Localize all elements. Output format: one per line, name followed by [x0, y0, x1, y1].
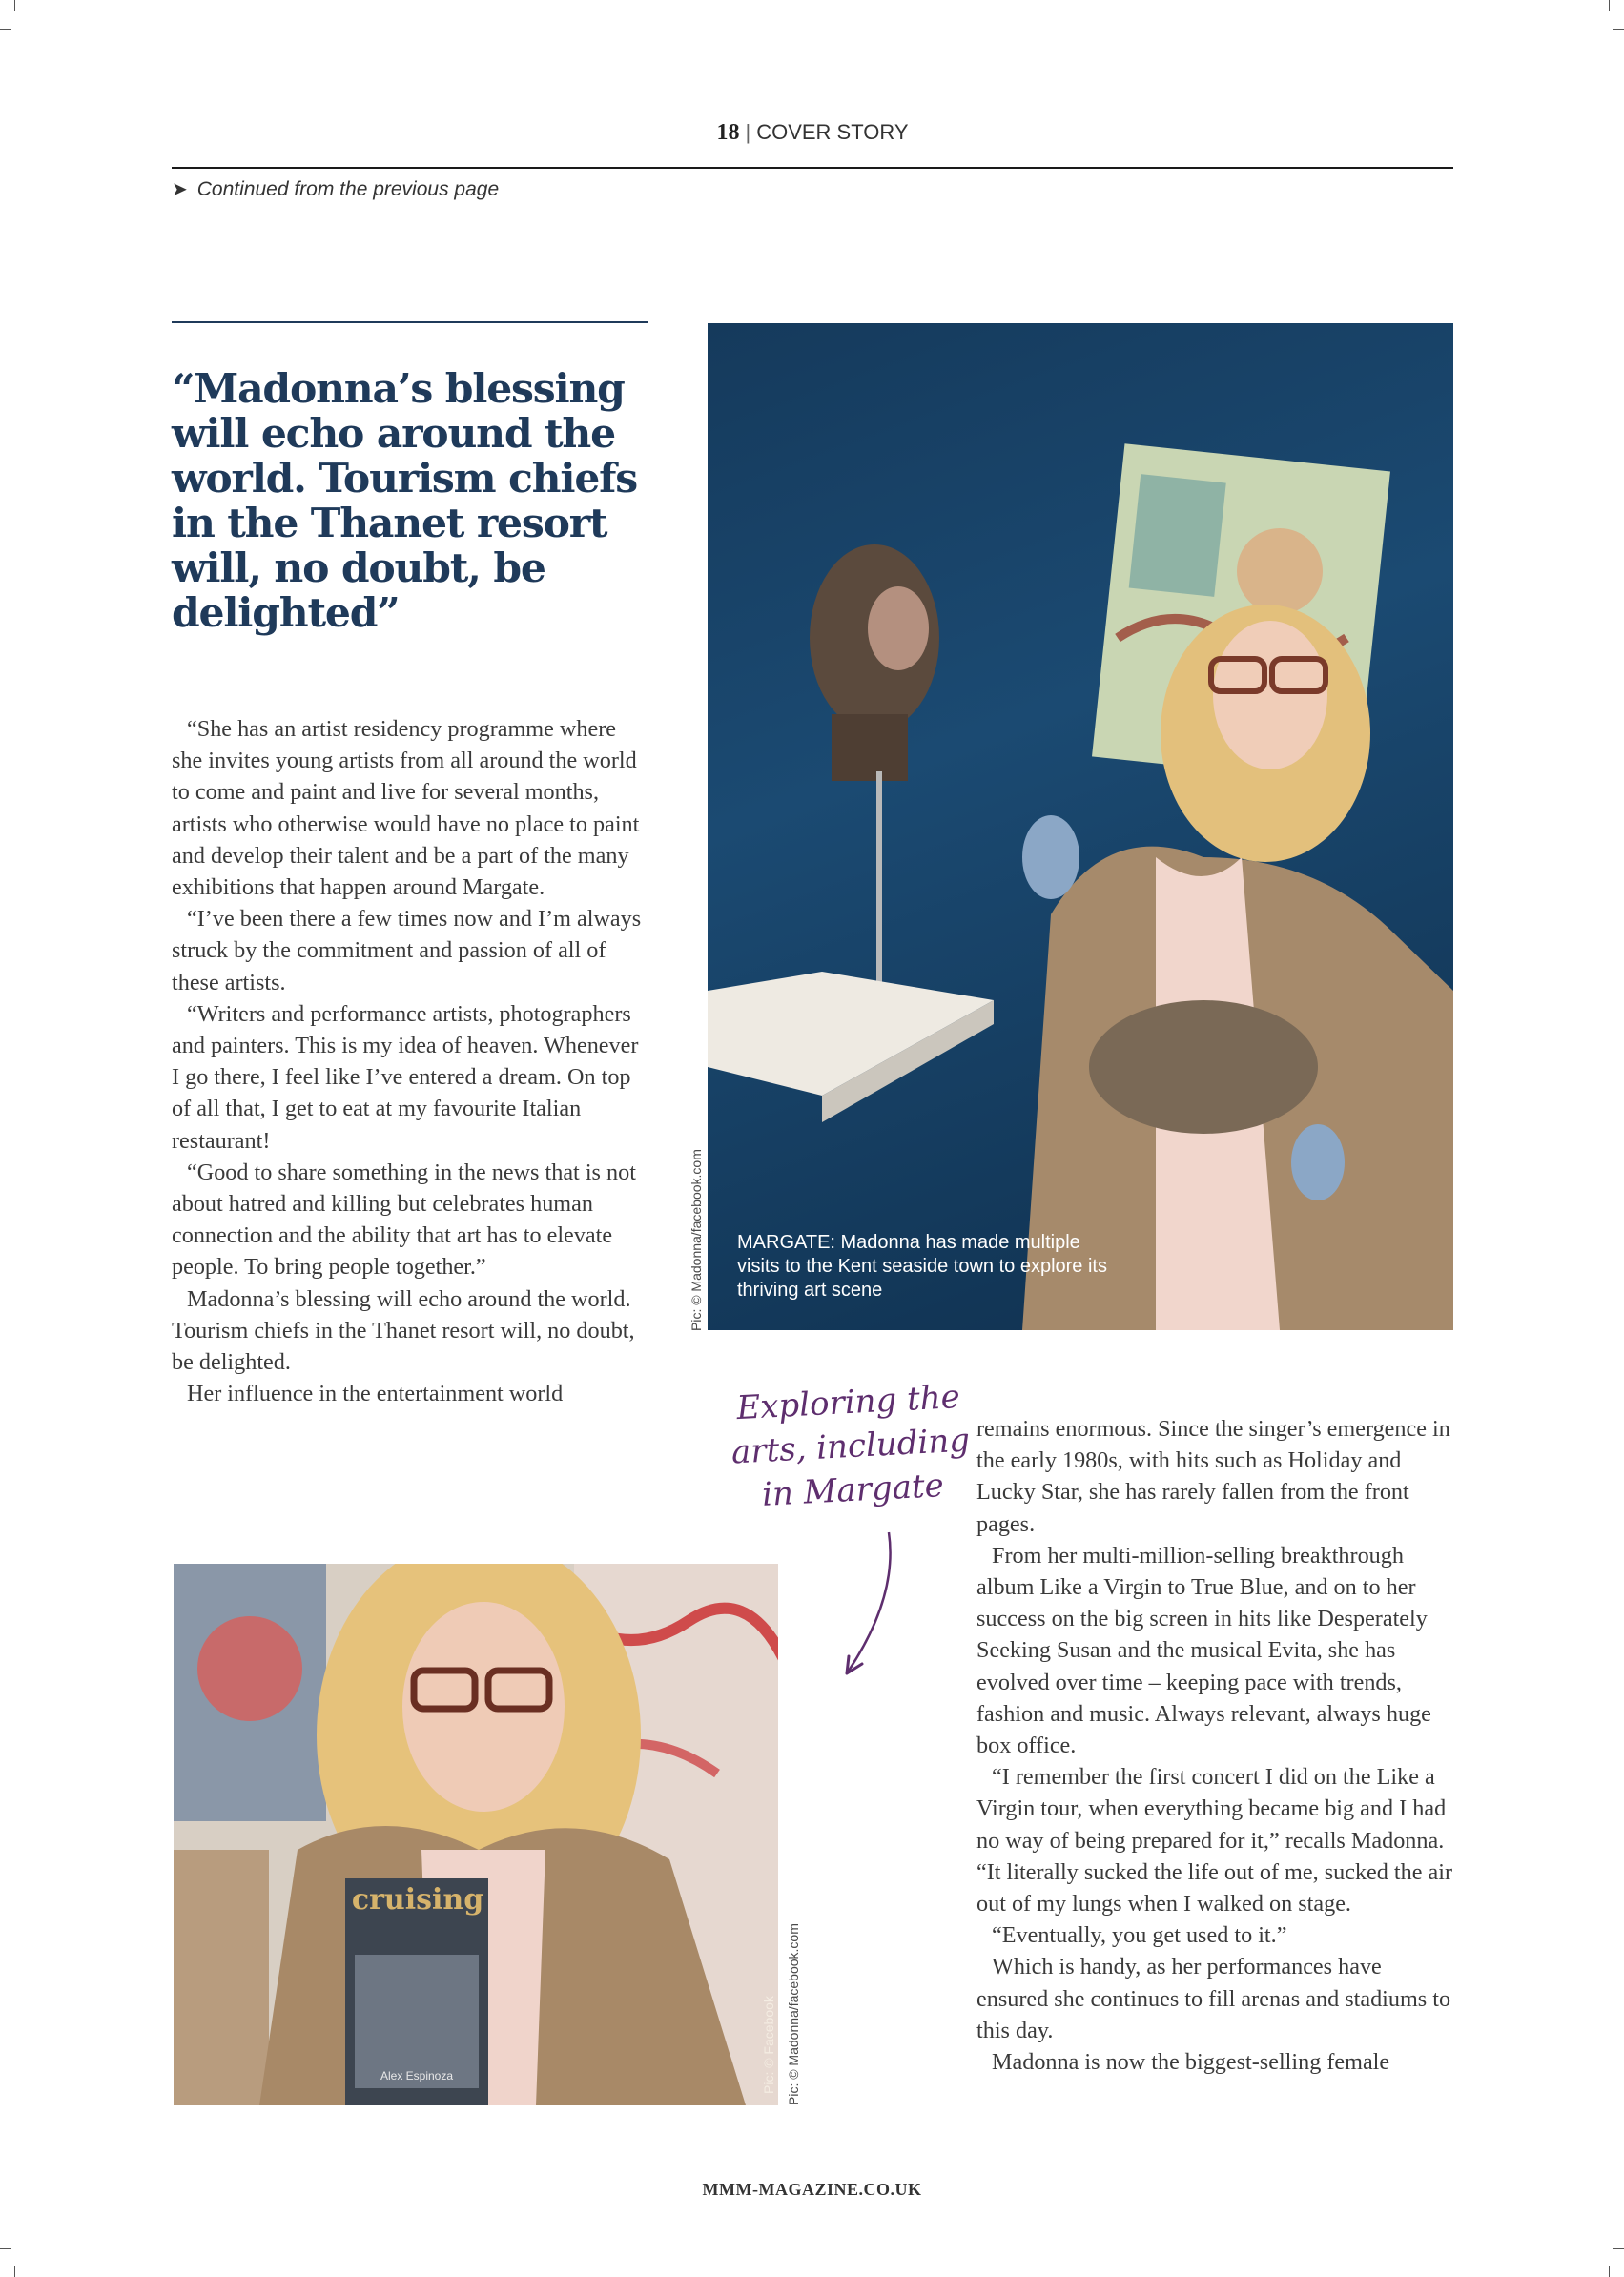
book-title: cruising — [351, 1883, 484, 1917]
paragraph: “She has an artist residency programme where she invites young artists from all around the world to come and paint and live for several months, artists who otherwise would have no place to paint and develop their talent and be a part of the many exhibitions that happen around Margate. — [172, 716, 640, 901]
gallery-photo-illustration — [708, 323, 1453, 1330]
paragraph: “Good to share something in the news that is not about hatred and killing but celebrates human connection and the ability that art has to elevate people. To bring people together.” — [172, 1159, 636, 1281]
photo-caption: MARGATE: Madonna has made multiple visits to the Kent seaside town to explore its thriving art scene — [737, 1232, 1107, 1301]
crop-mark — [14, 0, 15, 11]
paragraph: “Eventually, you get used to it.” — [992, 1922, 1287, 1949]
curved-arrow-icon — [839, 1530, 915, 1683]
header-separator: | — [745, 120, 751, 144]
paragraph: Madonna’s blessing will echo around the world. Tourism chiefs in the Thanet resort will, no doubt, be delighted. — [172, 1285, 635, 1376]
crop-mark — [0, 29, 11, 30]
crop-mark — [1609, 0, 1610, 11]
footer-url: MMM-MAGAZINE.CO.UK — [702, 2180, 922, 2199]
paragraph: Madonna is now the biggest-selling female — [992, 2049, 1390, 2076]
photo-credit: Pic: © Madonna/facebook.com — [689, 1149, 704, 1331]
body-column-right — [976, 1413, 1453, 2078]
paragraph: Which is handy, as her performances have ensured she continues to fill arenas and stadiums to this day. — [976, 1954, 1451, 2043]
paragraph: “I’ve been there a few times now and I’m always struck by the commitment and passion of all of these artists. — [172, 906, 642, 995]
book-photo-illustration — [174, 1564, 778, 2105]
book-author: Alex Espinoza — [380, 2069, 454, 2082]
hand-note-line: Exploring the — [735, 1377, 961, 1428]
crop-mark — [1613, 2248, 1624, 2249]
hand-note-line: in Margate — [761, 1466, 945, 1514]
paragraph: Her influence in the entertainment world — [187, 1381, 564, 1407]
continued-text: Continued from the previous page — [196, 178, 500, 200]
book-photo — [174, 1564, 778, 2105]
paragraph: “Writers and performance artists, photographers and painters. This is my idea of heaven. Whenever I go there, I feel like I’ve entered a dream. On top of all that, I get to eat at my favourite Italian restaurant! — [172, 1000, 639, 1154]
pull-quote: “Madonna’s blessing will echo around the world. Tourism chiefs in the Thanet resort will, no doubt, be delighted” — [172, 365, 637, 637]
arrow-right-icon: ➤ — [172, 179, 188, 200]
photo-credit-alt: Pic: © Facebook — [761, 1996, 776, 2094]
header-rule — [172, 167, 1453, 169]
crop-mark — [1609, 2266, 1610, 2277]
section-name: COVER STORY — [756, 120, 909, 144]
pull-quote-rule — [172, 321, 648, 323]
body-column-left — [172, 713, 648, 1409]
hand-note — [724, 1374, 978, 1518]
gallery-photo — [708, 323, 1453, 1330]
paragraph: “I remember the first concert I did on the Like a Virgin tour, when everything became big and I had no way of being prepared for it,” recalls Madonna. “It literally sucked the life out of me, sucked the air out of my lungs when I walked on stage. — [976, 1764, 1453, 1918]
hand-note-line: arts, including — [730, 1421, 971, 1472]
page-number: 18 — [716, 120, 740, 145]
page-header — [172, 120, 1453, 166]
paragraph: From her multi-million-selling breakthrough album Like a Virgin to True Blue, and on to her success on the big screen in hits like Desperately Seeking Susan and the musical Evita, she has evolved over time – keeping pace with trends, fashion and music. Always relevant, always huge box office. — [976, 1542, 1431, 1759]
continued-note — [172, 177, 499, 201]
crop-mark — [1613, 29, 1624, 30]
photo-credit: Pic: © Madonna/facebook.com — [786, 1923, 801, 2105]
crop-mark — [0, 2248, 11, 2249]
paragraph: remains enormous. Since the singer’s emergence in the early 1980s, with hits such as Holiday and Lucky Star, she has rarely fallen from the front pages. — [976, 1416, 1450, 1537]
crop-mark — [14, 2266, 15, 2277]
